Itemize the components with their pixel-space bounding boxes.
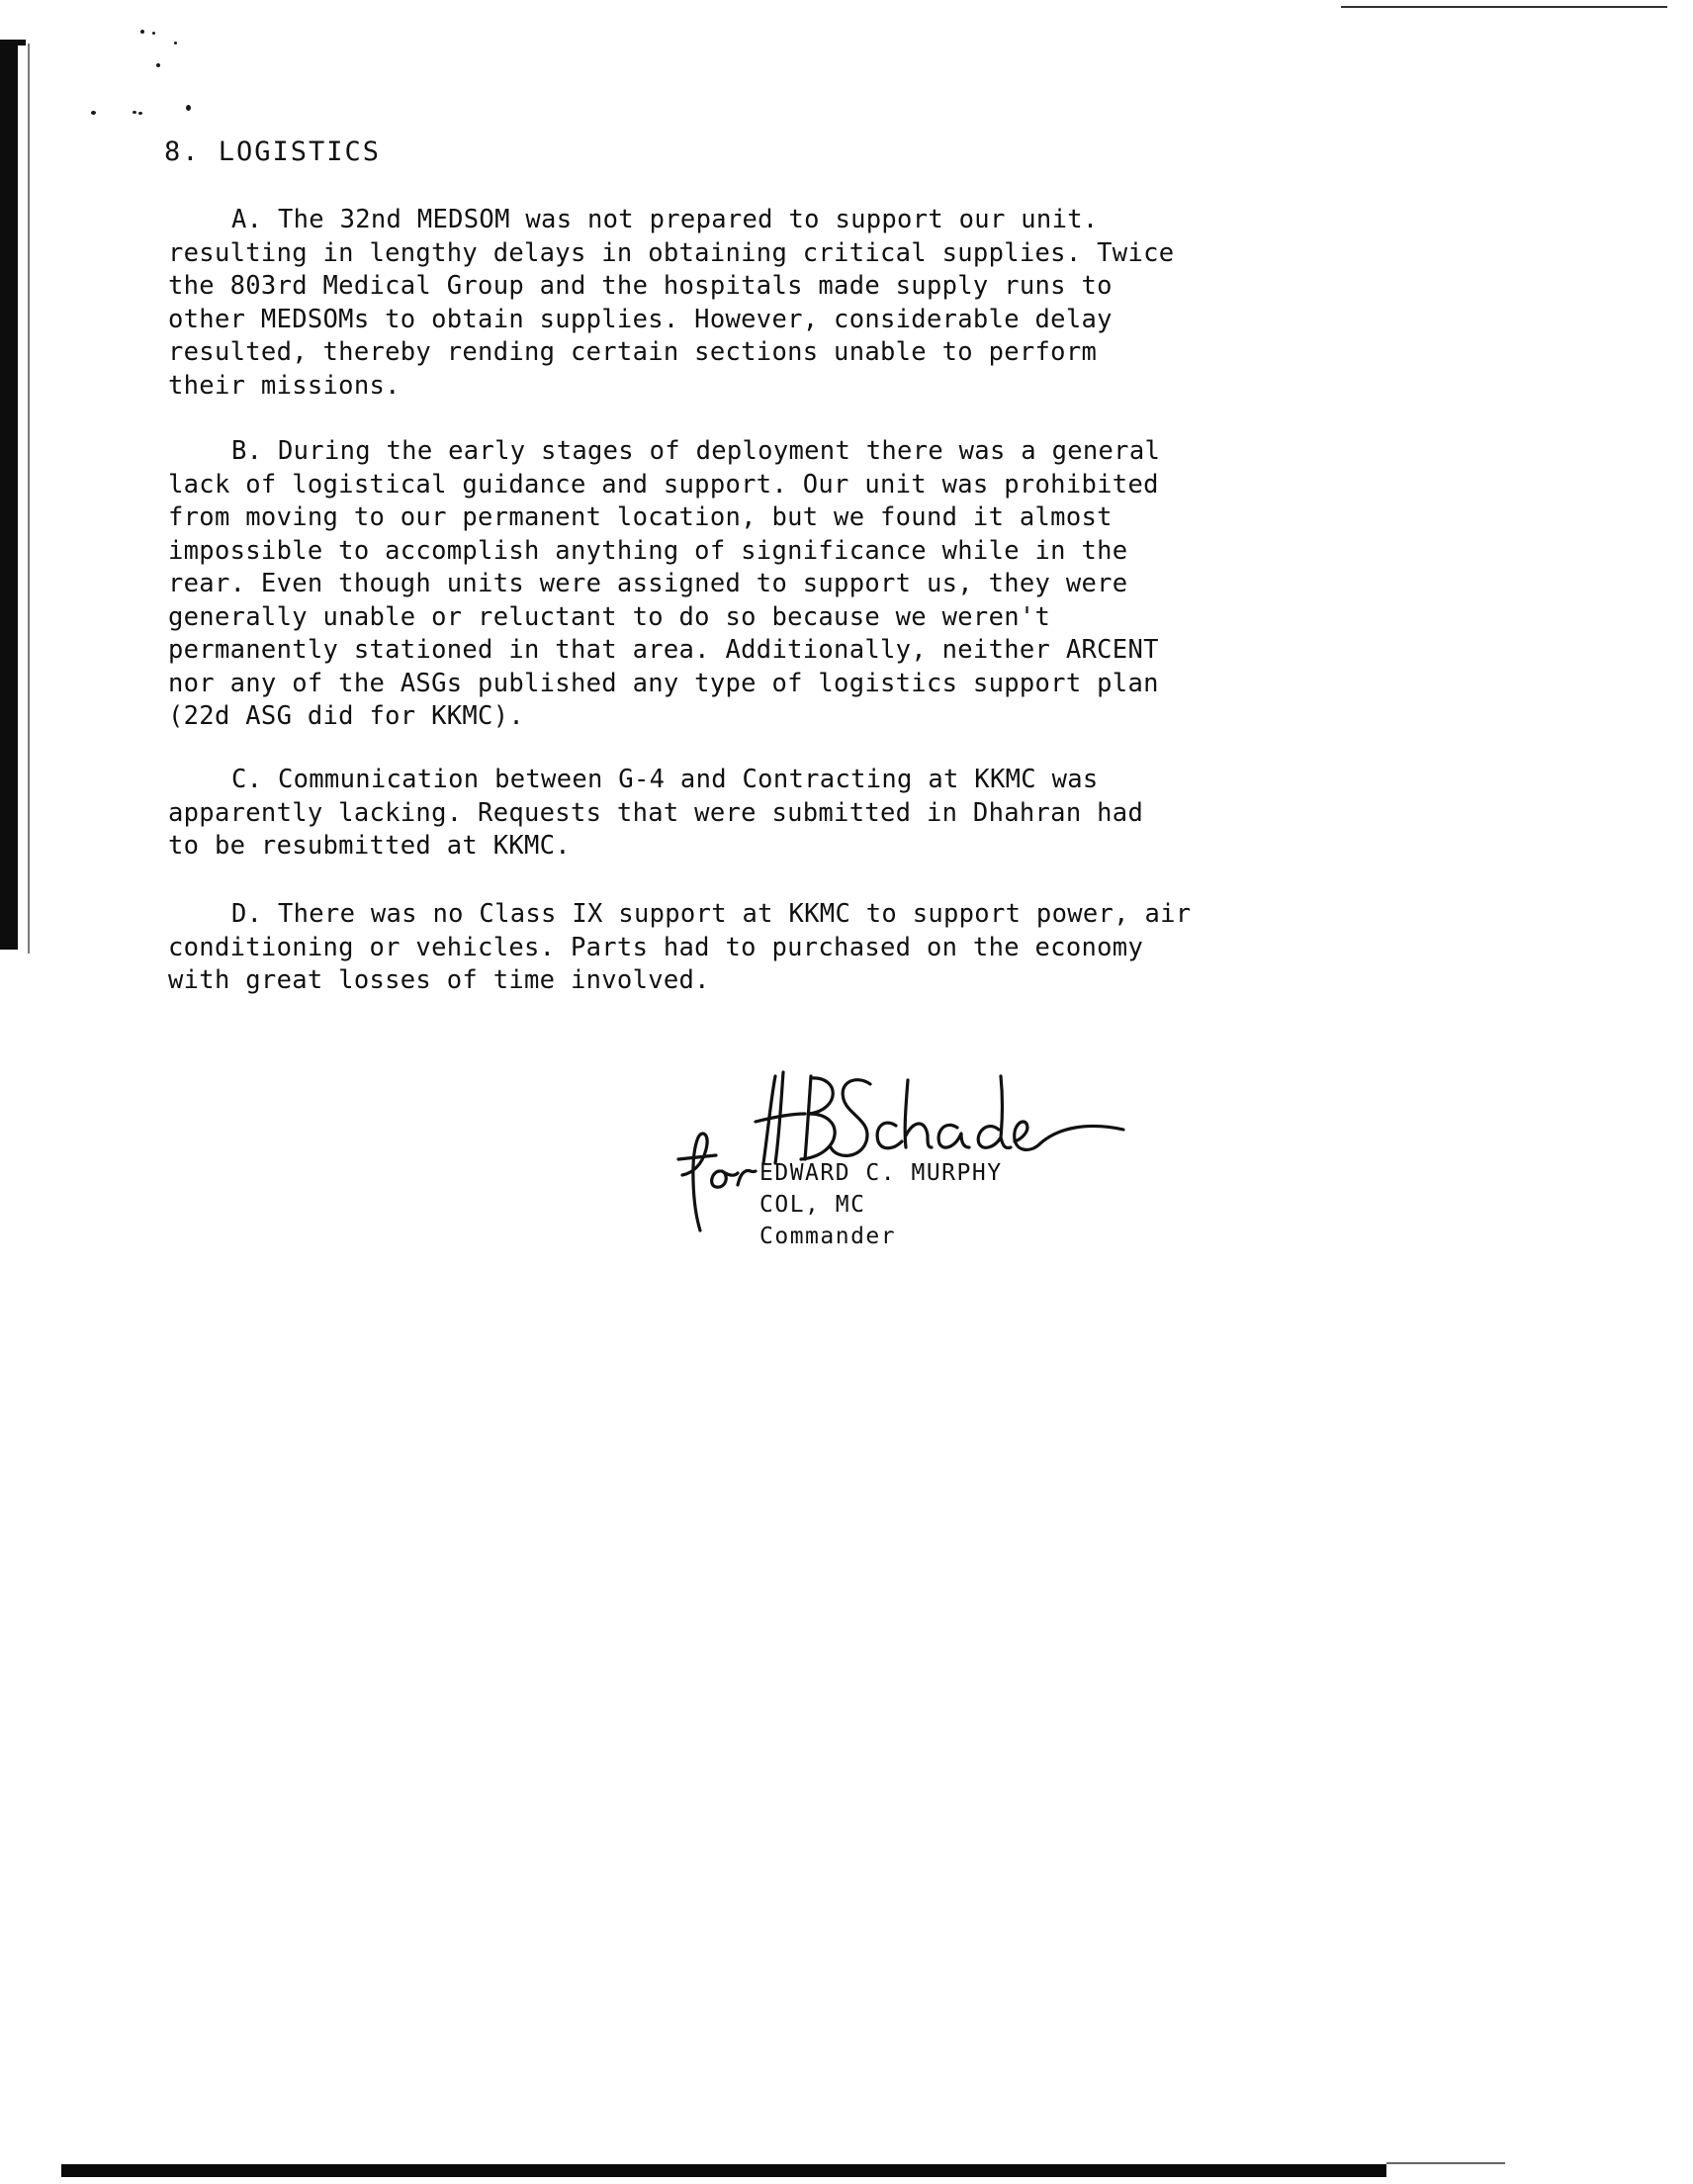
paragraph-d: D. There was no Class IX support at KKMC to support power, air conditioning or vehicles. Parts had to purchased on the economy with great losses of time involved. bbox=[168, 899, 1192, 995]
scan-edge-bar bbox=[0, 40, 18, 950]
signer-name: EDWARD C. MURPHY bbox=[759, 1160, 1003, 1186]
scan-speck bbox=[156, 63, 160, 67]
section-heading: 8. LOGISTICS bbox=[164, 136, 382, 167]
paragraph-a: A. The 32nd MEDSOM was not prepared to support our unit. resulting in lengthy delays in obtaining critical supplies. Twice the 803rd Medical Group and the hospitals made supply runs to other MEDSOMs to obtain supplies. However, considerable delay resulted, thereby rending certain sections unable to perform their missions. bbox=[168, 205, 1175, 401]
scan-top-line bbox=[1341, 6, 1667, 8]
signer-rank: COL, MC bbox=[759, 1192, 866, 1218]
scan-speck bbox=[186, 105, 191, 111]
signature-block bbox=[759, 1157, 1003, 1252]
scan-bottom-line bbox=[1386, 2162, 1505, 2164]
scan-speck bbox=[91, 111, 96, 115]
scan-bottom-bar bbox=[61, 2164, 1386, 2177]
signer-title: Commander bbox=[759, 1224, 897, 1249]
scan-speck bbox=[133, 111, 136, 114]
scan-speck bbox=[138, 112, 142, 115]
scan-edge-notch bbox=[0, 40, 26, 46]
paragraph-b: B. During the early stages of deployment there was a general lack of logistical guidance and support. Our unit was prohibited from moving to our permanent location, but we found it almost impossible to accomplish anything of significance while in the rear. Even though units were assigned to support us, they were generally unable or reluctant to do so because we weren't permanently stationed in that area. Additionally, neither ARCENT nor any of the ASGs published any type of logistics support plan (22d ASG did for KKMC). bbox=[168, 436, 1161, 731]
paragraph-c: C. Communication between G-4 and Contracting at KKMC was apparently lacking. Requests that were submitted in Dhahran had to be resubmitted at KKMC. bbox=[168, 765, 1144, 861]
scan-speck bbox=[152, 32, 155, 35]
scan-edge-line bbox=[28, 44, 30, 954]
scan-speck bbox=[140, 30, 144, 34]
scan-speck bbox=[174, 42, 177, 45]
